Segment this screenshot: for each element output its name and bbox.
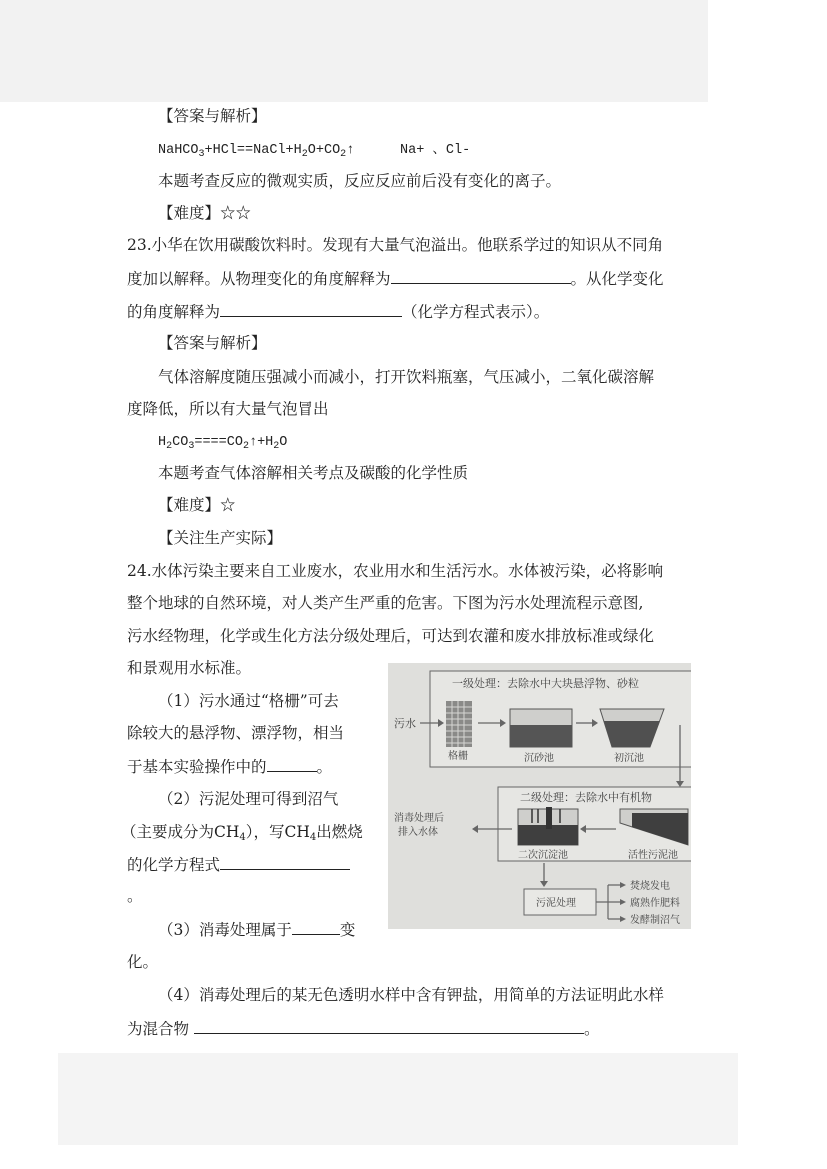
- q24-p3-line1: （3）消毒处理属于 变: [158, 918, 355, 941]
- q24-blank-3[interactable]: [292, 918, 340, 935]
- q24-p1-line2: 除较大的悬浮物、漂浮物，相当: [127, 724, 345, 742]
- section-title: 【关注生产实际】: [158, 529, 283, 547]
- grit-label: 沉砂池: [524, 753, 554, 764]
- secondary-settling-icon: [518, 807, 578, 845]
- q23-line3: 的角度解释为 （化学方程式表示）。: [127, 300, 549, 323]
- q23-ans1: 气体溶解度随压强减小而减小，打开饮料瓶塞，气压减小，二氧化碳溶解: [158, 368, 655, 386]
- q22-ions: Na+ 、Cl-: [400, 143, 471, 158]
- q22-explain: 本题考查反应的微观实质，反应反应前后没有变化的离子。: [158, 172, 562, 190]
- sewage-label: 污水: [394, 717, 416, 730]
- q23-blank-chemical[interactable]: [220, 300, 402, 317]
- q24-p2-line1: （2）污泥处理可得到沼气: [158, 790, 339, 808]
- q23-difficulty: 【难度】☆: [158, 496, 236, 514]
- q24-blank-4[interactable]: [194, 1017, 584, 1034]
- q24-p2-line4: 。: [127, 887, 143, 905]
- q24-p2-line2: （主要成分为$CH_4$），写$CH_4$出燃烧: [121, 823, 363, 843]
- q24-p3-line2: 化。: [127, 953, 159, 971]
- q24-line3: 污水经物理，化学或生化方法分级处理后，可达到农灌和废水排放标准或绿化: [127, 627, 655, 645]
- q23-explain: 本题考查气体溶解相关考点及碳酸的化学性质: [158, 464, 469, 482]
- q23-blank-physical[interactable]: [391, 267, 571, 284]
- q23-answer-header: 【答案与解析】: [158, 334, 267, 352]
- activated-label: 活性污泥池: [628, 850, 678, 861]
- q24-line4: 和景观用水标准。: [127, 659, 252, 677]
- q24-blank-1[interactable]: [267, 755, 317, 772]
- q24-p1-line1: （1）污水通过“格栅”可去: [158, 692, 339, 710]
- q24-p4-line1: （4）消毒处理后的某无色透明水样中含有钾盐，用简单的方法证明此水样: [158, 986, 664, 1004]
- q24-line2: 整个地球的自然环境，对人类产生严重的危害。下图为污水处理流程示意图,: [127, 594, 644, 612]
- q24-line1: 24.水体污染主要来自工业废水，农业用水和生活污水。水体被污染，必将影响: [127, 562, 664, 580]
- grille-icon: [446, 701, 472, 747]
- grille-label: 格栅: [448, 751, 468, 762]
- q23-ans2: 度降低，所以有大量气泡冒出: [127, 400, 329, 418]
- secondary-label: 二次沉淀池: [518, 850, 568, 861]
- sludge-label: 污泥处理: [536, 898, 576, 909]
- q24-p1-line3: 于基本实验操作中的 。: [127, 755, 332, 778]
- q24-blank-2[interactable]: [220, 853, 350, 870]
- output-2: 腐熟作肥料: [630, 898, 680, 909]
- output-3: 发酵制沼气: [630, 915, 680, 926]
- page-shade-bottom: [58, 1053, 738, 1145]
- q23-line1: 23.小华在饮用碳酸饮料时。发现有大量气泡溢出。他联系学过的知识从不同角: [127, 236, 664, 254]
- primary-label: 初沉池: [614, 753, 644, 764]
- discharge-label-1: 消毒处理后: [394, 813, 444, 824]
- q23-equation: $H_2CO_3====CO_2↑+H_2O$: [158, 435, 288, 452]
- q22-difficulty: 【难度】☆☆: [158, 204, 252, 222]
- sewage-treatment-diagram: [388, 663, 691, 929]
- q22-equation: $NaHCO_3+HCl==NaCl+H_2O+CO_2↑$: [158, 143, 355, 160]
- output-1: 焚烧发电: [630, 881, 670, 892]
- q24-p4-line2: 为混合物 。: [127, 1017, 599, 1040]
- page-shade-top: [0, 0, 708, 102]
- stage2-label: 二级处理：去除水中有机物: [520, 791, 652, 804]
- q22-answer-header: 【答案与解析】: [158, 107, 267, 125]
- discharge-label-2: 排入水体: [398, 827, 438, 838]
- stage1-label: 一级处理：去除水中大块悬浮物、砂粒: [452, 677, 639, 690]
- grit-chamber-icon: [510, 709, 572, 747]
- q23-line2: 度加以解释。从物理变化的角度解释为 。从化学变化: [127, 267, 664, 290]
- q24-p2-line3: 的化学方程式: [127, 853, 350, 876]
